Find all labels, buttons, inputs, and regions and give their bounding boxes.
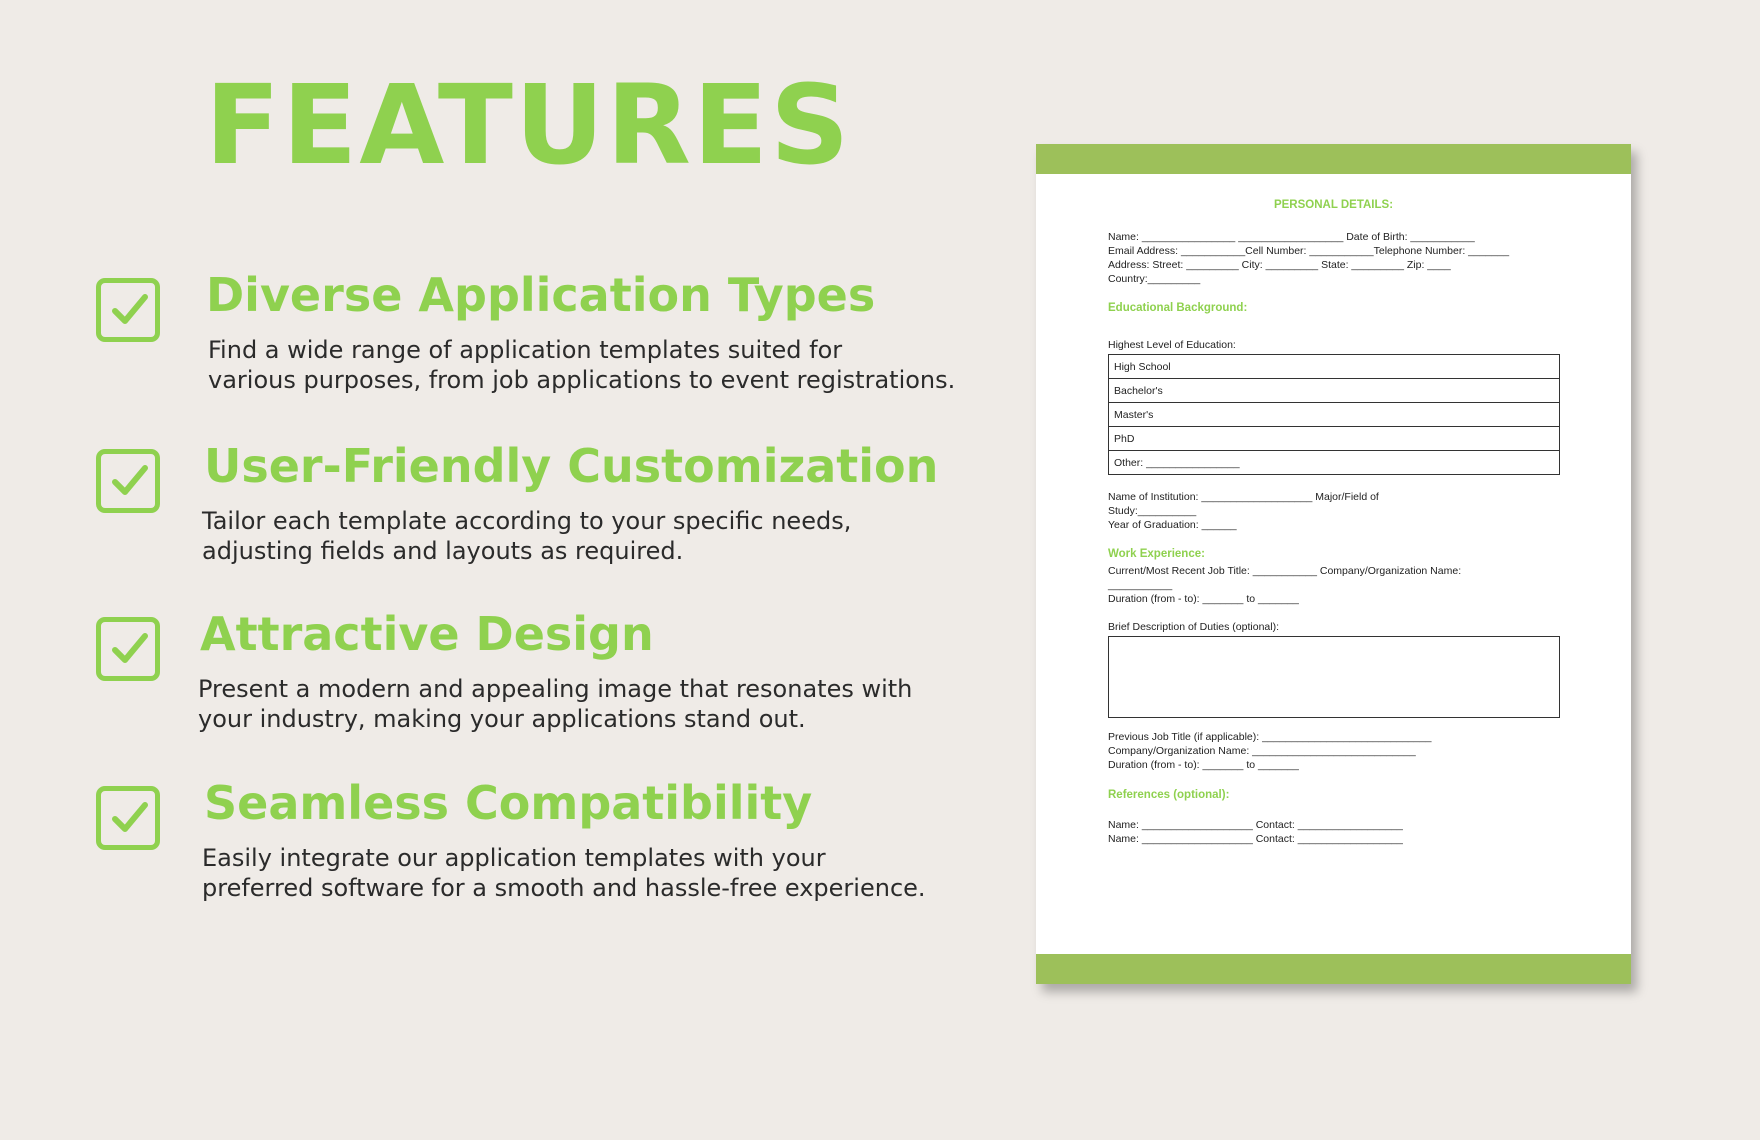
form-line: Duration (from - to): _______ to _______ <box>1108 593 1299 605</box>
form-line: Previous Job Title (if applicable): _____________________________ <box>1108 731 1432 743</box>
form-label: Highest Level of Education: <box>1108 339 1236 351</box>
section-heading-education: Educational Background: <box>1108 302 1248 314</box>
form-line: Name: ___________________ Contact: __________________ <box>1108 819 1403 831</box>
form-line: Name of Institution: ___________________ Major/Field of <box>1108 491 1379 503</box>
header-band <box>1036 144 1631 174</box>
footer-band <box>1036 954 1631 984</box>
checkbox-icon <box>96 449 160 513</box>
feature-title: Seamless Compatibility <box>204 776 813 830</box>
table-cell: Bachelor's <box>1109 379 1560 403</box>
feature-title: User-Friendly Customization <box>204 439 939 493</box>
duties-textbox <box>1108 636 1560 718</box>
table-cell: Master's <box>1109 403 1560 427</box>
table-cell: High School <box>1109 355 1560 379</box>
form-line: Study:__________ <box>1108 505 1197 517</box>
table-cell: Other: ________________ <box>1109 451 1560 475</box>
document-preview <box>1036 144 1631 984</box>
checkbox-icon <box>96 617 160 681</box>
section-heading-personal: PERSONAL DETAILS: <box>1273 199 1394 211</box>
feature-title: Diverse Application Types <box>206 268 876 322</box>
feature-title: Attractive Design <box>200 607 654 661</box>
form-line: Name: ___________________ Contact: __________________ <box>1108 833 1403 845</box>
page-title: FEATURES <box>205 61 852 189</box>
form-line: Email Address: ___________Cell Number: ___________Telephone Number: _______ <box>1108 245 1510 257</box>
education-options-table <box>1108 354 1560 475</box>
form-line: ___________ <box>1108 579 1173 591</box>
feature-description: Find a wide range of application templates suited for various purposes, from job applications to event registrations. <box>208 336 956 394</box>
table-cell: PhD <box>1109 427 1560 451</box>
form-line: Address: Street: _________ City: _________ State: _________ Zip: ____ <box>1108 259 1451 271</box>
form-line: Company/Organization Name: ____________________________ <box>1108 745 1416 757</box>
form-line: Duration (from - to): _______ to _______ <box>1108 759 1299 771</box>
feature-description: Present a modern and appealing image that resonates with your industry, making your applications stand out. <box>198 675 913 733</box>
feature-description: Easily integrate our application templates with your preferred software for a smooth and hassle-free experience. <box>202 844 926 902</box>
section-heading-work: Work Experience: <box>1108 548 1205 560</box>
form-line: Name: ________________ __________________ Date of Birth: ___________ <box>1108 231 1475 243</box>
form-line: Year of Graduation: ______ <box>1108 519 1237 531</box>
feature-description: Tailor each template according to your specific needs, adjusting fields and layouts as required. <box>202 507 852 565</box>
section-heading-references: References (optional): <box>1108 789 1230 801</box>
checkbox-icon <box>96 786 160 850</box>
form-label: Brief Description of Duties (optional): <box>1108 621 1279 633</box>
form-line: Current/Most Recent Job Title: ___________ Company/Organization Name: <box>1108 565 1462 577</box>
checkbox-icon <box>96 278 160 342</box>
form-line: Country:_________ <box>1108 273 1201 285</box>
